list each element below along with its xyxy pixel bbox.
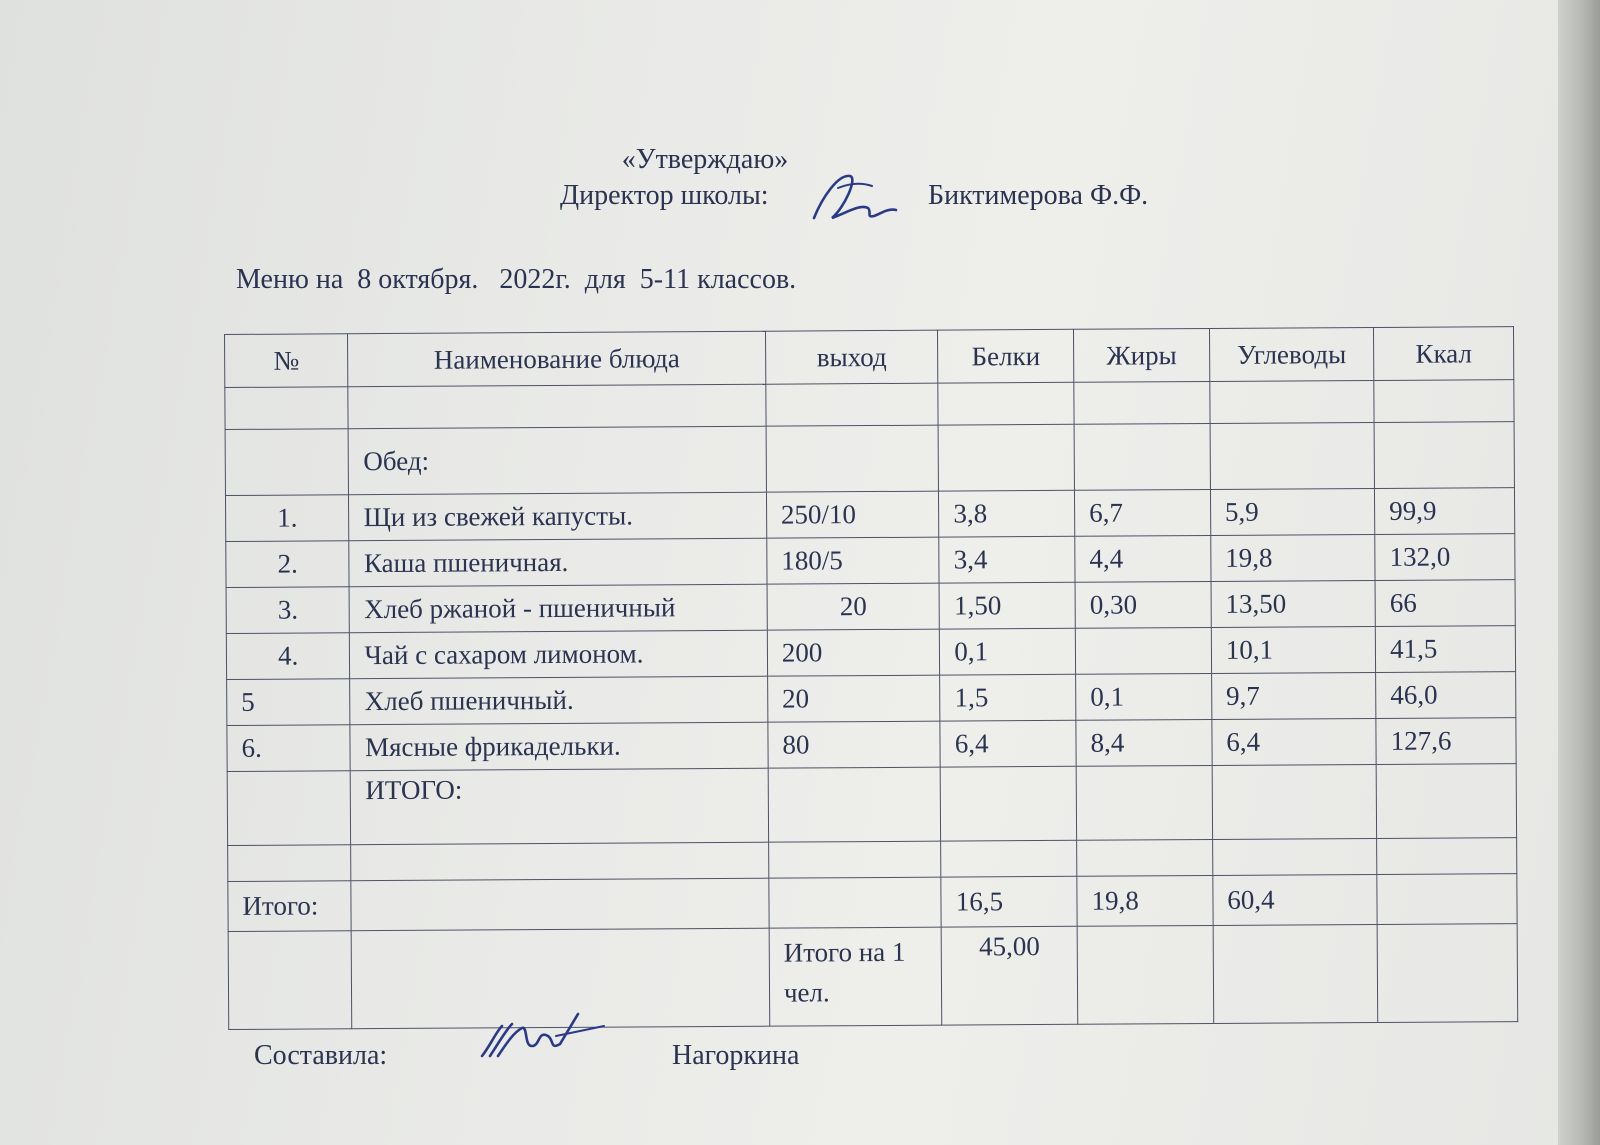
dish-proteins: 1,5 xyxy=(940,674,1076,721)
dish-output: 80 xyxy=(768,721,941,768)
column-header-proteins: Белки xyxy=(938,329,1074,383)
menu-table xyxy=(224,326,1518,1030)
column-header-fats: Жиры xyxy=(1074,328,1210,382)
dish-kcal: 99,9 xyxy=(1375,488,1515,535)
column-header-number: № xyxy=(225,334,349,388)
row-number: 6. xyxy=(227,725,351,772)
row-number: 5 xyxy=(227,679,351,726)
dish-kcal: 46,0 xyxy=(1376,672,1516,719)
dish-proteins: 0,1 xyxy=(940,628,1076,675)
column-header-kcal: Ккал xyxy=(1374,327,1514,381)
total-fats: 19,8 xyxy=(1077,875,1213,926)
dish-kcal: 66 xyxy=(1375,580,1515,627)
total-kcal xyxy=(1377,874,1517,925)
dish-fats: 6,7 xyxy=(1075,489,1211,536)
dish-output: 250/10 xyxy=(766,491,939,538)
per-person-cost: 45,00 xyxy=(941,926,1077,1025)
compiler-signature xyxy=(478,1006,608,1064)
row-number: 1. xyxy=(225,495,349,542)
column-header-dish: Наименование блюда xyxy=(348,331,766,387)
dish-proteins: 3,8 xyxy=(939,490,1075,537)
dish-carbs: 5,9 xyxy=(1210,488,1375,535)
table-header-row xyxy=(225,327,1514,388)
row-number: 2. xyxy=(226,541,350,588)
menu-title: Меню на 8 октября. 2022г. для 5-11 классов. xyxy=(236,264,797,295)
dish-fats: 4,4 xyxy=(1075,535,1211,582)
dish-output: 180/5 xyxy=(767,537,940,584)
dish-fats: 0,30 xyxy=(1075,581,1211,628)
total-proteins: 16,5 xyxy=(941,876,1077,927)
dish-proteins: 3,4 xyxy=(939,536,1075,583)
row-number: 4. xyxy=(226,633,350,680)
dish-carbs: 9,7 xyxy=(1211,672,1376,719)
per-person-row xyxy=(228,924,1518,1030)
total-row xyxy=(228,874,1517,932)
dish-name: Чай с сахаром лимоном. xyxy=(350,630,768,679)
table-row xyxy=(226,534,1515,588)
dish-fats: 8,4 xyxy=(1076,719,1212,766)
dish-fats: 0,1 xyxy=(1076,673,1212,720)
dish-fats xyxy=(1075,627,1211,674)
director-name: Биктимерова Ф.Ф. xyxy=(928,180,1149,211)
compiler-name: Нагоркина xyxy=(672,1040,800,1071)
dish-name: Хлеб пшеничный. xyxy=(350,676,768,725)
compiled-by-label: Составила: xyxy=(254,1040,388,1071)
dish-proteins: 1,50 xyxy=(939,582,1075,629)
director-label: Директор школы: xyxy=(560,180,769,211)
dish-name: Хлеб ржаной - пшеничный xyxy=(350,584,768,633)
dish-name: Каша пшеничная. xyxy=(349,538,767,587)
column-header-output: выход xyxy=(765,330,938,384)
director-signature xyxy=(808,168,900,226)
dish-carbs: 6,4 xyxy=(1212,718,1377,765)
per-person-label: Итого на 1 чел. xyxy=(769,927,942,1026)
total-label: Итого: xyxy=(228,881,352,932)
total-carbs: 60,4 xyxy=(1213,874,1378,925)
table-row xyxy=(226,626,1515,680)
dish-kcal: 41,5 xyxy=(1375,626,1515,673)
dish-name: Мясные фрикадельки. xyxy=(350,722,768,771)
row-number: 3. xyxy=(226,587,350,634)
table-row xyxy=(226,580,1515,634)
section-row xyxy=(225,422,1514,496)
dish-output: 200 xyxy=(767,629,940,676)
dish-output: 20 xyxy=(767,675,940,722)
dish-kcal: 127,6 xyxy=(1376,718,1516,765)
dish-carbs: 19,8 xyxy=(1211,534,1376,581)
subtotal-label: ИТОГО: xyxy=(351,768,769,845)
subtotal-row xyxy=(227,764,1516,846)
approval-heading: «Утверждаю» xyxy=(621,144,789,175)
section-label: Обед: xyxy=(349,426,767,495)
column-header-carbs: Углеводы xyxy=(1209,327,1374,381)
dish-carbs: 13,50 xyxy=(1211,580,1376,627)
table-row xyxy=(225,488,1514,542)
dish-output: 20 xyxy=(767,583,940,630)
table-row xyxy=(227,718,1516,772)
page-edge-shadow xyxy=(1558,0,1600,1145)
dish-carbs: 10,1 xyxy=(1211,626,1376,673)
dish-kcal: 132,0 xyxy=(1375,534,1515,581)
dish-proteins: 6,4 xyxy=(940,720,1076,767)
table-row xyxy=(227,672,1516,726)
dish-name: Щи из свежей капусты. xyxy=(349,492,767,541)
